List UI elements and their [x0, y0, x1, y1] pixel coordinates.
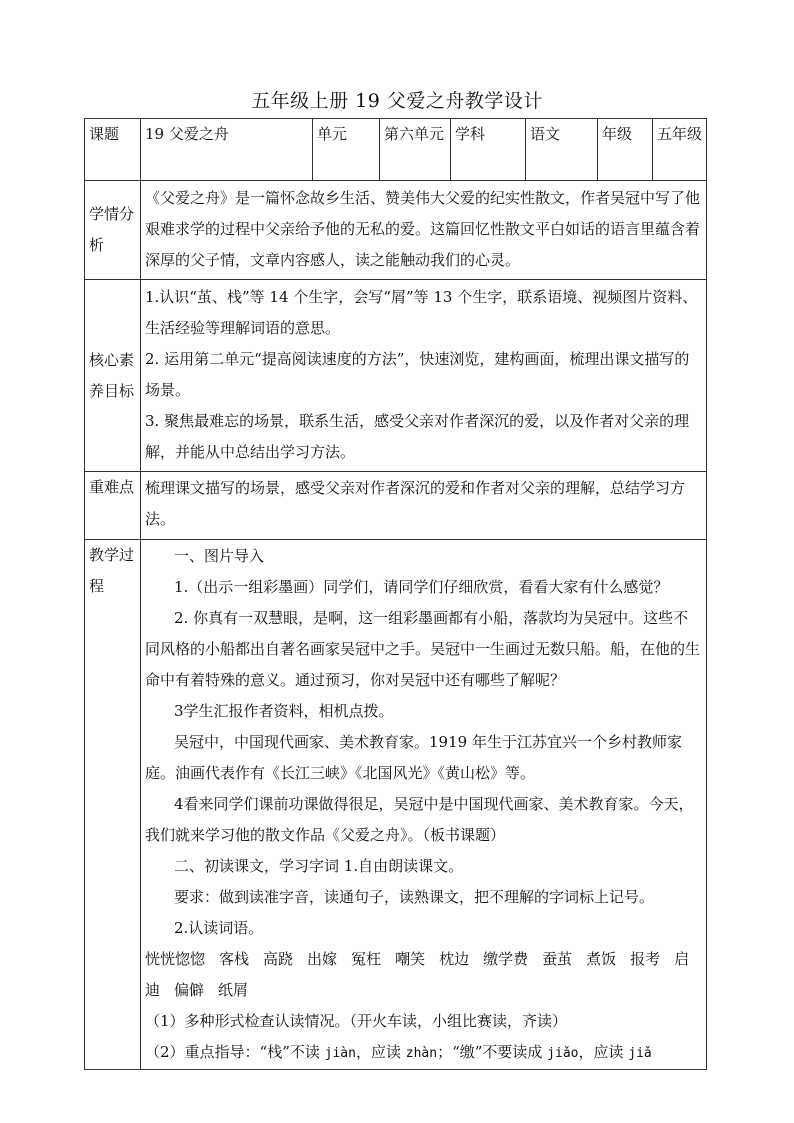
- vocab-word: 纸屑: [218, 981, 249, 999]
- text-run: ；“缴”不要读成: [437, 1043, 548, 1061]
- row-label-guocheng: 教学过程: [85, 540, 141, 1070]
- row-label-zhongnan: 重难点: [85, 472, 141, 540]
- header-unit-label: 单元: [313, 119, 380, 181]
- vocab-word: 高跷: [263, 950, 294, 968]
- vocab-word: 嘲笑: [395, 950, 426, 968]
- vocab-word: 冤枉: [351, 950, 382, 968]
- process-paragraph-4: 吴冠中，中国现代画家、美术教育家。1919 年生于江苏宜兴一个乡村教师家庭。油画代表作有《长江三峡》《北国风光》《黄山松》等。: [145, 733, 682, 782]
- vocab-word: 恍恍惚惚: [145, 950, 206, 968]
- header-unit-value: 第六单元: [380, 119, 451, 181]
- xueqing-text: 《父爱之舟》是一篇怀念故乡生活、赞美伟大父爱的纪实性散文，作者吴冠中写了他艰难求学的过程中父亲给予他的无私的爱。这篇回忆性散文平白如话的语言里蕴含着深厚的父子情，文章内容感人，读之能触动我们的心灵。: [141, 181, 707, 280]
- row-label-hexin: 核心素养目标: [85, 280, 141, 472]
- vocab-word: 缴学费: [483, 950, 529, 968]
- vocab-word: 启迪: [145, 950, 690, 999]
- row-hexin: [85, 280, 707, 472]
- process-paragraph-6: 要求：做到读准字音，读通句子，读熟课文，把不理解的字词标上记号。: [174, 888, 655, 906]
- header-subject-label: 学科: [451, 119, 526, 181]
- hexin-content: [141, 280, 707, 472]
- lesson-plan-table: [84, 118, 707, 1070]
- pinyin-text: jiǎo: [547, 1046, 579, 1061]
- process-paragraph-2: 2. 你真有一双慧眼，是啊，这一组彩墨画都有小船，落款均为吴冠中。这些不同风格的小船都出自著名画家吴冠中之手。吴冠中一生画过无数只船。船，在他的生命中有着特殊的意义。通过预习，你对吴冠中还有哪些了解呢？: [145, 609, 701, 689]
- header-course-value: 19 父爱之舟: [141, 119, 313, 181]
- text-run: ，应读: [578, 1043, 629, 1061]
- guocheng-content: [141, 540, 707, 1070]
- row-guocheng: [85, 540, 707, 1070]
- vocab-word: 报考: [630, 950, 661, 968]
- hexin-goal-2: 2. 运用第二单元“提高阅读速度的方法”，快速浏览，建构画面，梳理出课文描写的场景。: [145, 350, 690, 399]
- section-heading-1: 一、图片导入: [174, 547, 265, 565]
- zhongnan-text: 梳理课文描写的场景，感受父亲对作者深沉的爱和作者对父亲的理解，总结学习方法。: [141, 472, 707, 540]
- hexin-goal-1: 1.认识“茧、栈”等 14 个生字，会写“屑”等 13 个生字，联系语境、视频图片资料、生活经验等理解词语的意思。: [145, 288, 698, 337]
- hexin-goal-3: 3. 聚焦最难忘的场景，联系生活，感受父亲对作者深沉的爱，以及作者对父亲的理解，并能从中总结出学习方法。: [145, 412, 690, 461]
- vocab-word: 煮饭: [586, 950, 617, 968]
- page-title: 五年级上册 19 父爱之舟教学设计: [251, 90, 543, 112]
- text-run: （2）重点指导：“栈”不读: [145, 1043, 325, 1061]
- header-row: [85, 119, 707, 181]
- vocab-word: 蚕茧: [542, 950, 573, 968]
- header-grade-label: 年级: [598, 119, 653, 181]
- process-paragraph-3: 3学生汇报作者资料，相机点拨。: [174, 702, 394, 720]
- vocab-word: 偏僻: [174, 981, 205, 999]
- vocab-word: 出嫁: [307, 950, 338, 968]
- header-subject-value: 语文: [526, 119, 598, 181]
- header-course-label: 课题: [85, 119, 141, 181]
- pinyin-text: zhàn: [405, 1046, 438, 1061]
- row-label-xueqing: 学情分析: [85, 181, 141, 280]
- vocab-list: [145, 944, 702, 1006]
- section-heading-2: 二、初读课文，学习字词 1.自由朗读课文。: [174, 857, 464, 875]
- vocab-word: 枕边: [439, 950, 470, 968]
- process-paragraph-8: （1）多种形式检查认读情况。（开火车读，小组比赛读，齐读）: [145, 1012, 568, 1030]
- text-run: ，应读: [355, 1043, 406, 1061]
- pinyin-text: jiàn: [324, 1046, 356, 1061]
- pinyin-text: jiǎ: [628, 1046, 652, 1061]
- process-paragraph-5: 4看来同学们课前功课做得很足，吴冠中是中国现代画家、美术教育家。今天，我们就来学习他的散文作品《父爱之舟》。（板书课题）: [145, 795, 694, 844]
- process-paragraph-1: 1.（出示一组彩墨画）同学们，请同学们仔细欣赏，看看大家有什么感觉？: [174, 578, 669, 596]
- process-paragraph-9: [145, 1037, 702, 1069]
- vocab-word: 客栈: [219, 950, 250, 968]
- row-zhongnan: [85, 472, 707, 540]
- process-paragraph-7: 2.认读词语。: [174, 919, 264, 937]
- header-grade-value: 五年级: [653, 119, 707, 181]
- row-xueqing: [85, 181, 707, 280]
